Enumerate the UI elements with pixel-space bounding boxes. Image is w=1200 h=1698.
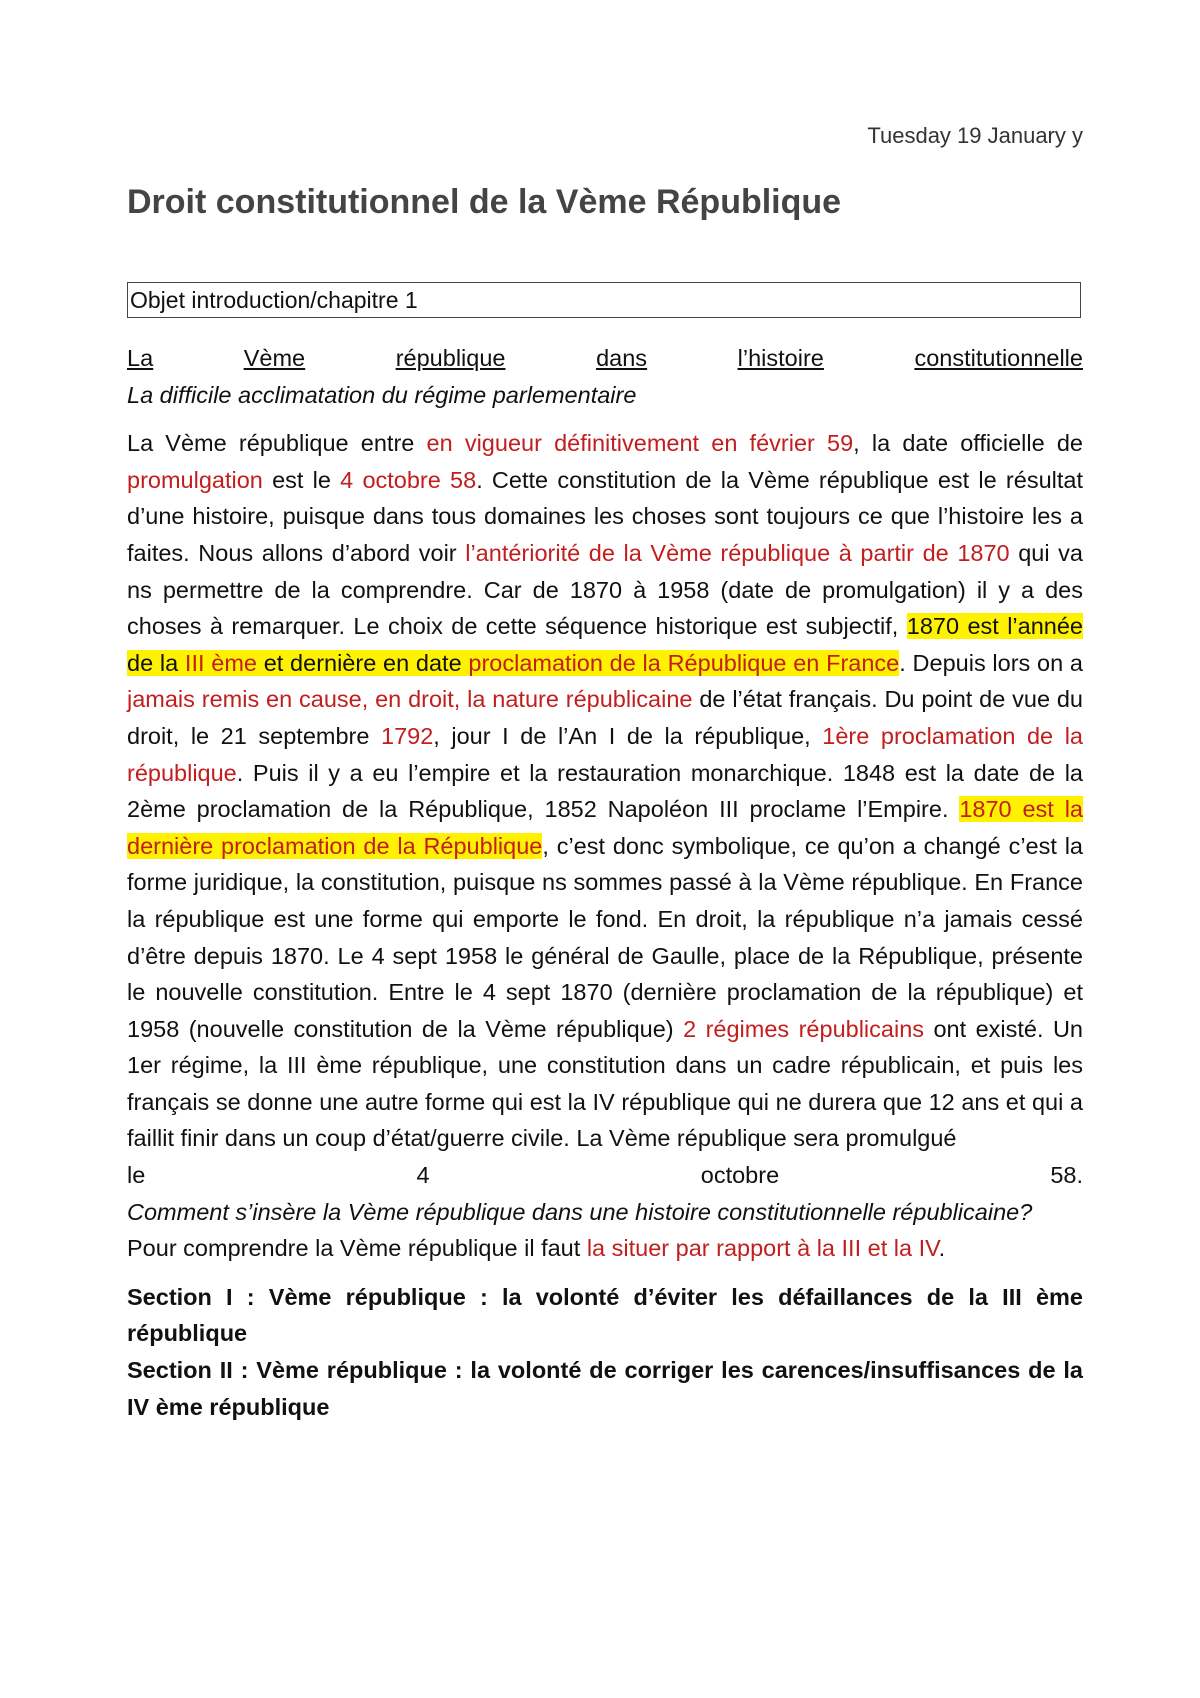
document-title: Droit constitutionnel de la Vème République bbox=[127, 183, 842, 221]
text-segment: , c’est donc symbolique, ce qu’on a changé c’est la forme juridique, la constitution, puisque ns sommes passé à la Vème république. En France la république est une forme qui emporte le fond. En droit, la république n’a jamais cessé d’être depuis 1870. Le 4 sept 1958 le général de Gaulle, place de la République, présente le nouvelle constitution. Entre le 4 sept 1870 (dernière proclamation de la république) et 1958 (nouvelle constitution de la Vème république) bbox=[127, 832, 1083, 1042]
section-heading-1: Section I : Vème république : la volonté d’éviter les défaillances de la III ème république bbox=[127, 1283, 1083, 1347]
highlighted-text-segment: 1870 est l’année de la bbox=[127, 613, 1084, 676]
text-segment: est le bbox=[262, 466, 341, 493]
section-heading-2: Section II : Vème république : la volonté de corriger les carences/insuffisances de la IV ème république bbox=[127, 1357, 1083, 1420]
heading-word: l’histoire bbox=[737, 345, 824, 371]
problem-question: Comment s’insère la Vème république dans une histoire constitutionnelle républicaine? bbox=[127, 1198, 1033, 1225]
text-segment: . Cette constitution de la Vème république est le résultat d’une histoire, puisque dans tous domaines les choses sont toujours ce que l’histoire les a faites. Nous allons d’abord voir bbox=[127, 466, 1083, 566]
heading-word: dans bbox=[596, 345, 648, 371]
main-paragraph bbox=[127, 425, 1083, 1157]
red-text-segment: 4 octobre 58 bbox=[340, 466, 477, 493]
red-text-segment: en vigueur définitivement en février 59 bbox=[426, 430, 854, 457]
conclusion-line bbox=[127, 1230, 1083, 1267]
last-line-word: octobre bbox=[700, 1162, 780, 1189]
text-segment: ont existé. Un 1er régime, la III ème république, une constitution dans un cadre républicain, et puis les français se donne une autre forme qui est la IV république qui ne durera que 12 ans et qui a faillit finir dans un coup d’état/guerre civile. La Vème république sera promulgué bbox=[127, 1015, 1084, 1152]
text-segment: de l’état français. Du point de vue du droit, le 21 septembre bbox=[127, 686, 1083, 749]
red-text-segment: 1792 bbox=[381, 722, 434, 749]
text-segment: qui va ns permettre de la comprendre. Car de 1870 à 1958 (date de promulgation) il y a des choses à remarquer. Le choix de cette séquence historique est subjectif, bbox=[127, 539, 1083, 640]
highlighted-red-text-segment: III ème bbox=[184, 649, 257, 676]
red-text-segment: jamais remis en cause, en droit, la nature républicaine bbox=[127, 686, 693, 713]
red-text-segment: 2 régimes républicains bbox=[683, 1015, 925, 1042]
text-segment: , jour I de l’An I de la république, bbox=[433, 722, 823, 749]
paragraph-last-line bbox=[127, 1157, 1083, 1194]
document-date: Tuesday 19 January y bbox=[867, 123, 1083, 148]
heading-word: constitutionnelle bbox=[914, 345, 1083, 371]
document-content bbox=[127, 340, 1083, 1425]
objet-box: Objet introduction/chapitre 1 bbox=[127, 282, 1081, 318]
highlighted-text-segment: et dernière en date bbox=[256, 649, 469, 676]
last-line-word: le bbox=[127, 1162, 146, 1189]
text-segment: . Puis il y a eu l’empire et la restauration monarchique. 1848 est la date de la 2ème proclamation de la République, 1852 Napoléon III proclame l’Empire. bbox=[127, 759, 1083, 823]
text-segment: , la date officielle de bbox=[853, 430, 1084, 457]
text-segment: Pour comprendre la Vème république il faut bbox=[127, 1235, 587, 1262]
text-segment: . bbox=[938, 1235, 946, 1262]
chapter-subheading: La difficile acclimatation du régime parlementaire bbox=[127, 381, 637, 408]
text-segment: La Vème république entre bbox=[127, 430, 427, 457]
highlighted-red-text-segment: proclamation de la République en France bbox=[468, 649, 900, 676]
highlighted-red-text-segment: 1870 est la dernière proclamation de la République bbox=[127, 796, 1083, 859]
text-segment: . Depuis lors on a bbox=[899, 649, 1083, 676]
red-text-segment: l’antériorité de la Vème république à partir de 1870 bbox=[465, 539, 1010, 566]
red-text-segment: 1ère proclamation de la république bbox=[127, 722, 1083, 786]
last-line-word: 58. bbox=[1050, 1162, 1083, 1189]
red-text-segment: la situer par rapport à la III et la IV bbox=[586, 1235, 939, 1262]
heading-word: La bbox=[127, 345, 154, 371]
heading-word: république bbox=[395, 345, 506, 371]
heading-word: Vème bbox=[243, 345, 306, 371]
last-line-word: 4 bbox=[416, 1162, 430, 1189]
chapter-heading bbox=[127, 340, 1083, 377]
red-text-segment: promulgation bbox=[127, 466, 263, 493]
section-list bbox=[127, 1279, 1083, 1425]
